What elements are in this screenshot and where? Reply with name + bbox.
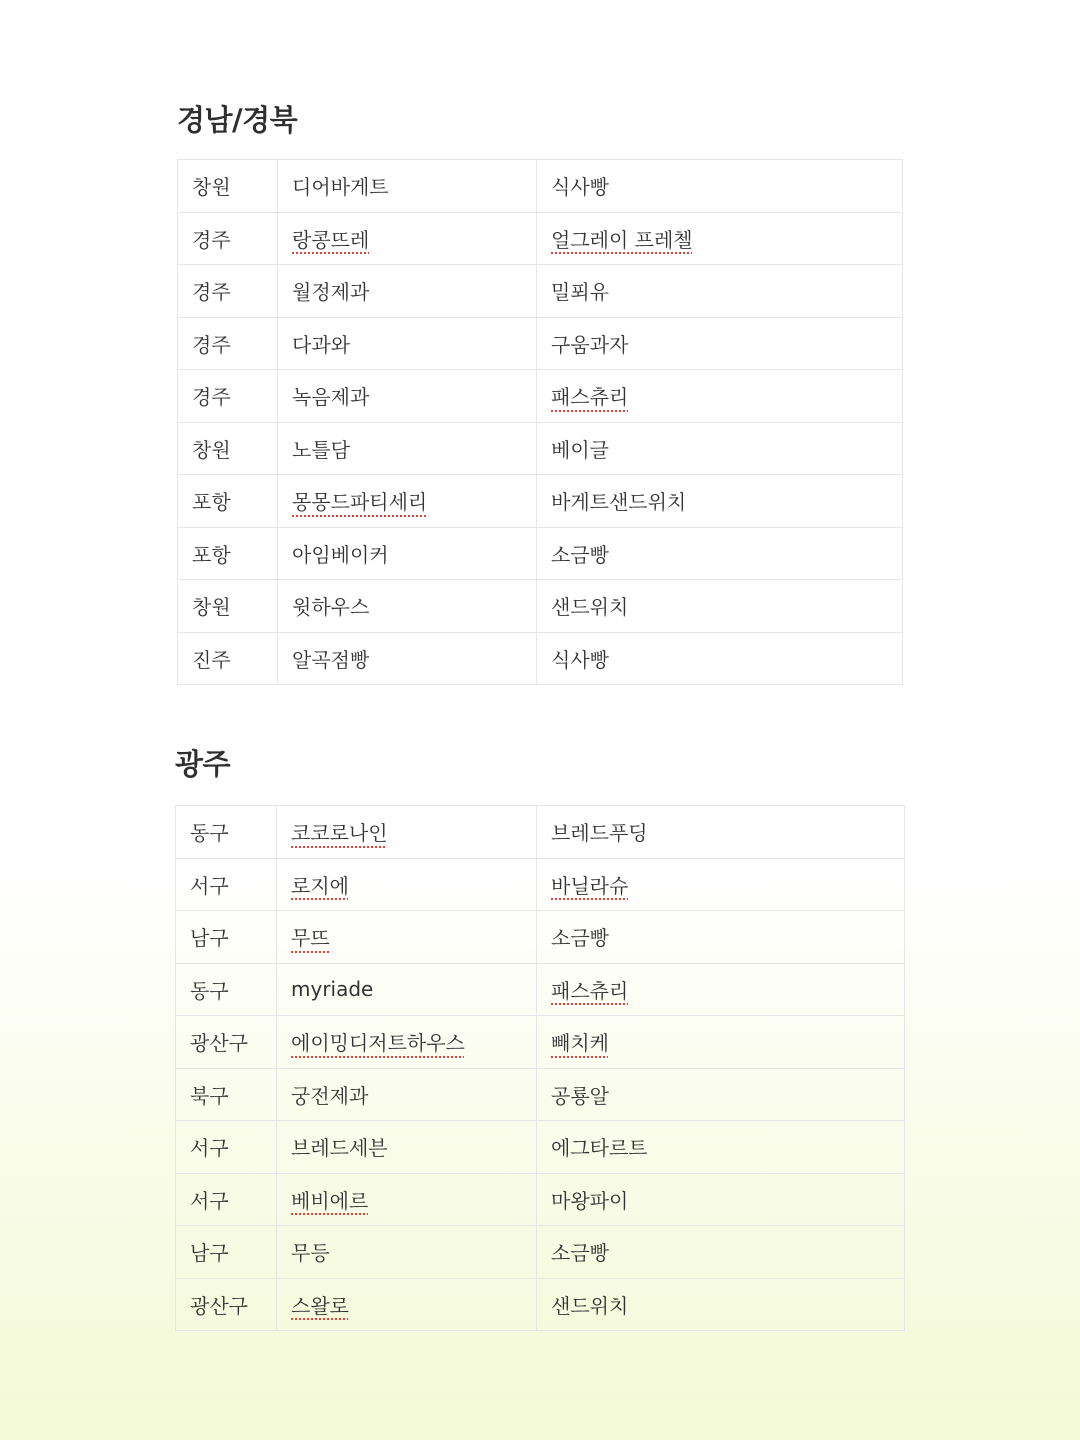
store-name-cell (277, 806, 537, 859)
menu-item-text: 밀푀유 (551, 280, 609, 305)
menu-item-cell (537, 160, 903, 213)
store-name-text: 무등 (291, 1241, 330, 1266)
store-name-cell (278, 632, 537, 685)
menu-item-cell (537, 370, 903, 423)
table-row (178, 632, 903, 685)
store-name-text: myriade (291, 977, 374, 1002)
menu-item-cell (537, 265, 903, 318)
table-row (178, 160, 903, 213)
store-name-text: 궁전제과 (291, 1083, 369, 1108)
menu-item-text: 바닐라슈 (551, 873, 629, 898)
store-name-text: 디어바게트 (292, 175, 389, 200)
menu-item-text: 패스츄리 (551, 978, 629, 1003)
menu-item-text: 소금빵 (551, 1241, 609, 1266)
menu-item-text: 소금빵 (551, 926, 609, 951)
region-cell (176, 1121, 277, 1174)
region-cell (178, 527, 278, 580)
section-title: 광주 (175, 747, 231, 781)
table-row (176, 1278, 905, 1331)
store-name-cell (277, 1173, 537, 1226)
menu-item-text: 식사빵 (551, 175, 609, 200)
region-text: 경주 (192, 280, 231, 305)
menu-item-cell (537, 806, 905, 859)
store-name-cell (278, 580, 537, 633)
table-body (176, 806, 905, 1331)
region-cell (176, 963, 277, 1016)
table-row (176, 963, 905, 1016)
bakery-table (175, 805, 905, 1331)
store-name-text: 아임베이커 (292, 542, 389, 567)
store-name-text: 다과와 (292, 332, 350, 357)
menu-item-text: 빼치케 (551, 1031, 609, 1056)
table-row (176, 1121, 905, 1174)
store-name-cell (277, 1016, 537, 1069)
menu-item-text: 샌드위치 (551, 1293, 629, 1318)
region-cell (178, 422, 278, 475)
menu-item-cell (537, 527, 903, 580)
menu-item-cell (537, 632, 903, 685)
store-name-text: 몽몽드파티세리 (292, 490, 428, 515)
region-text: 서구 (190, 1136, 229, 1161)
table-row (178, 317, 903, 370)
region-text: 창원 (192, 437, 231, 462)
table-row (178, 370, 903, 423)
region-text: 북구 (190, 1083, 229, 1108)
store-name-text: 녹음제과 (292, 385, 370, 410)
region-text: 광산구 (190, 1293, 248, 1318)
region-text: 창원 (192, 595, 231, 620)
region-cell (176, 858, 277, 911)
region-text: 경주 (192, 332, 231, 357)
menu-item-cell (537, 212, 903, 265)
region-cell (176, 1226, 277, 1279)
menu-item-cell (537, 580, 903, 633)
store-name-text: 스왈로 (291, 1293, 349, 1318)
region-cell (178, 265, 278, 318)
region-text: 서구 (190, 873, 229, 898)
menu-item-text: 구움과자 (551, 332, 629, 357)
section-gyeongnam-gyeongbuk (177, 100, 902, 685)
table-row (178, 527, 903, 580)
store-name-cell (277, 1226, 537, 1279)
menu-item-cell (537, 1068, 905, 1121)
table-row (176, 858, 905, 911)
section-title: 경남/경북 (177, 103, 298, 137)
table-row (178, 475, 903, 528)
table-row (176, 1173, 905, 1226)
store-name-cell (277, 963, 537, 1016)
table-row (176, 911, 905, 964)
region-text: 광산구 (190, 1031, 248, 1056)
region-cell (178, 160, 278, 213)
region-cell (178, 212, 278, 265)
store-name-cell (277, 1121, 537, 1174)
region-cell (176, 1068, 277, 1121)
region-cell (178, 370, 278, 423)
menu-item-cell (537, 1278, 905, 1331)
store-name-cell (278, 265, 537, 318)
store-name-text: 브레드세븐 (291, 1136, 388, 1161)
menu-item-text: 식사빵 (551, 647, 609, 672)
store-name-cell (278, 212, 537, 265)
table-row (178, 265, 903, 318)
menu-item-text: 패스츄리 (551, 385, 629, 410)
region-cell (176, 911, 277, 964)
store-name-cell (277, 1278, 537, 1331)
table-body (178, 160, 903, 685)
region-cell (178, 475, 278, 528)
menu-item-cell (537, 911, 905, 964)
menu-item-text: 베이글 (551, 437, 609, 462)
menu-item-text: 브레드푸딩 (551, 821, 648, 846)
region-text: 동구 (190, 978, 229, 1003)
region-text: 포항 (192, 490, 231, 515)
table-row (176, 1016, 905, 1069)
menu-item-cell (537, 1016, 905, 1069)
menu-item-text: 얼그레이 프레첼 (551, 227, 693, 252)
region-cell (176, 1016, 277, 1069)
store-name-cell (277, 1068, 537, 1121)
region-cell (178, 317, 278, 370)
section-gwangju (175, 744, 904, 1331)
menu-item-text: 에그타르트 (551, 1136, 648, 1161)
bakery-table (177, 159, 903, 685)
store-name-text: 로지에 (291, 873, 349, 898)
table-row (178, 212, 903, 265)
region-cell (176, 1173, 277, 1226)
store-name-cell (278, 370, 537, 423)
region-text: 남구 (190, 926, 229, 951)
region-cell (178, 632, 278, 685)
table-row (176, 1068, 905, 1121)
store-name-text: 코코로나인 (291, 821, 388, 846)
menu-item-cell (537, 422, 903, 475)
region-text: 경주 (192, 227, 231, 252)
table-row (178, 422, 903, 475)
store-name-cell (277, 858, 537, 911)
store-name-cell (278, 475, 537, 528)
store-name-text: 월정제과 (292, 280, 370, 305)
store-name-text: 알곡점빵 (292, 647, 370, 672)
menu-item-text: 샌드위치 (551, 595, 629, 620)
menu-item-text: 소금빵 (551, 542, 609, 567)
region-text: 서구 (190, 1188, 229, 1213)
region-text: 창원 (192, 175, 231, 200)
menu-item-text: 공룡알 (551, 1083, 609, 1108)
store-name-text: 랑콩뜨레 (292, 227, 370, 252)
store-name-cell (278, 160, 537, 213)
region-cell (176, 1278, 277, 1331)
region-text: 포항 (192, 542, 231, 567)
store-name-cell (278, 422, 537, 475)
store-name-cell (277, 911, 537, 964)
table-row (176, 806, 905, 859)
store-name-text: 무뜨 (291, 926, 330, 951)
menu-item-cell (537, 1173, 905, 1226)
region-cell (176, 806, 277, 859)
region-cell (178, 580, 278, 633)
menu-item-cell (537, 963, 905, 1016)
menu-item-cell (537, 1226, 905, 1279)
table-row (176, 1226, 905, 1279)
menu-item-cell (537, 475, 903, 528)
store-name-text: 베비에르 (291, 1188, 369, 1213)
store-name-text: 윗하우스 (292, 595, 370, 620)
menu-item-text: 바게트샌드위치 (551, 490, 687, 515)
table-row (178, 580, 903, 633)
menu-item-text: 마왕파이 (551, 1188, 629, 1213)
store-name-text: 노틀담 (292, 437, 350, 462)
region-text: 경주 (192, 385, 231, 410)
region-text: 진주 (192, 647, 231, 672)
store-name-cell (278, 317, 537, 370)
store-name-text: 에이밍디저트하우스 (291, 1031, 465, 1056)
store-name-cell (278, 527, 537, 580)
menu-item-cell (537, 1121, 905, 1174)
region-text: 남구 (190, 1241, 229, 1266)
menu-item-cell (537, 858, 905, 911)
menu-item-cell (537, 317, 903, 370)
region-text: 동구 (190, 821, 229, 846)
